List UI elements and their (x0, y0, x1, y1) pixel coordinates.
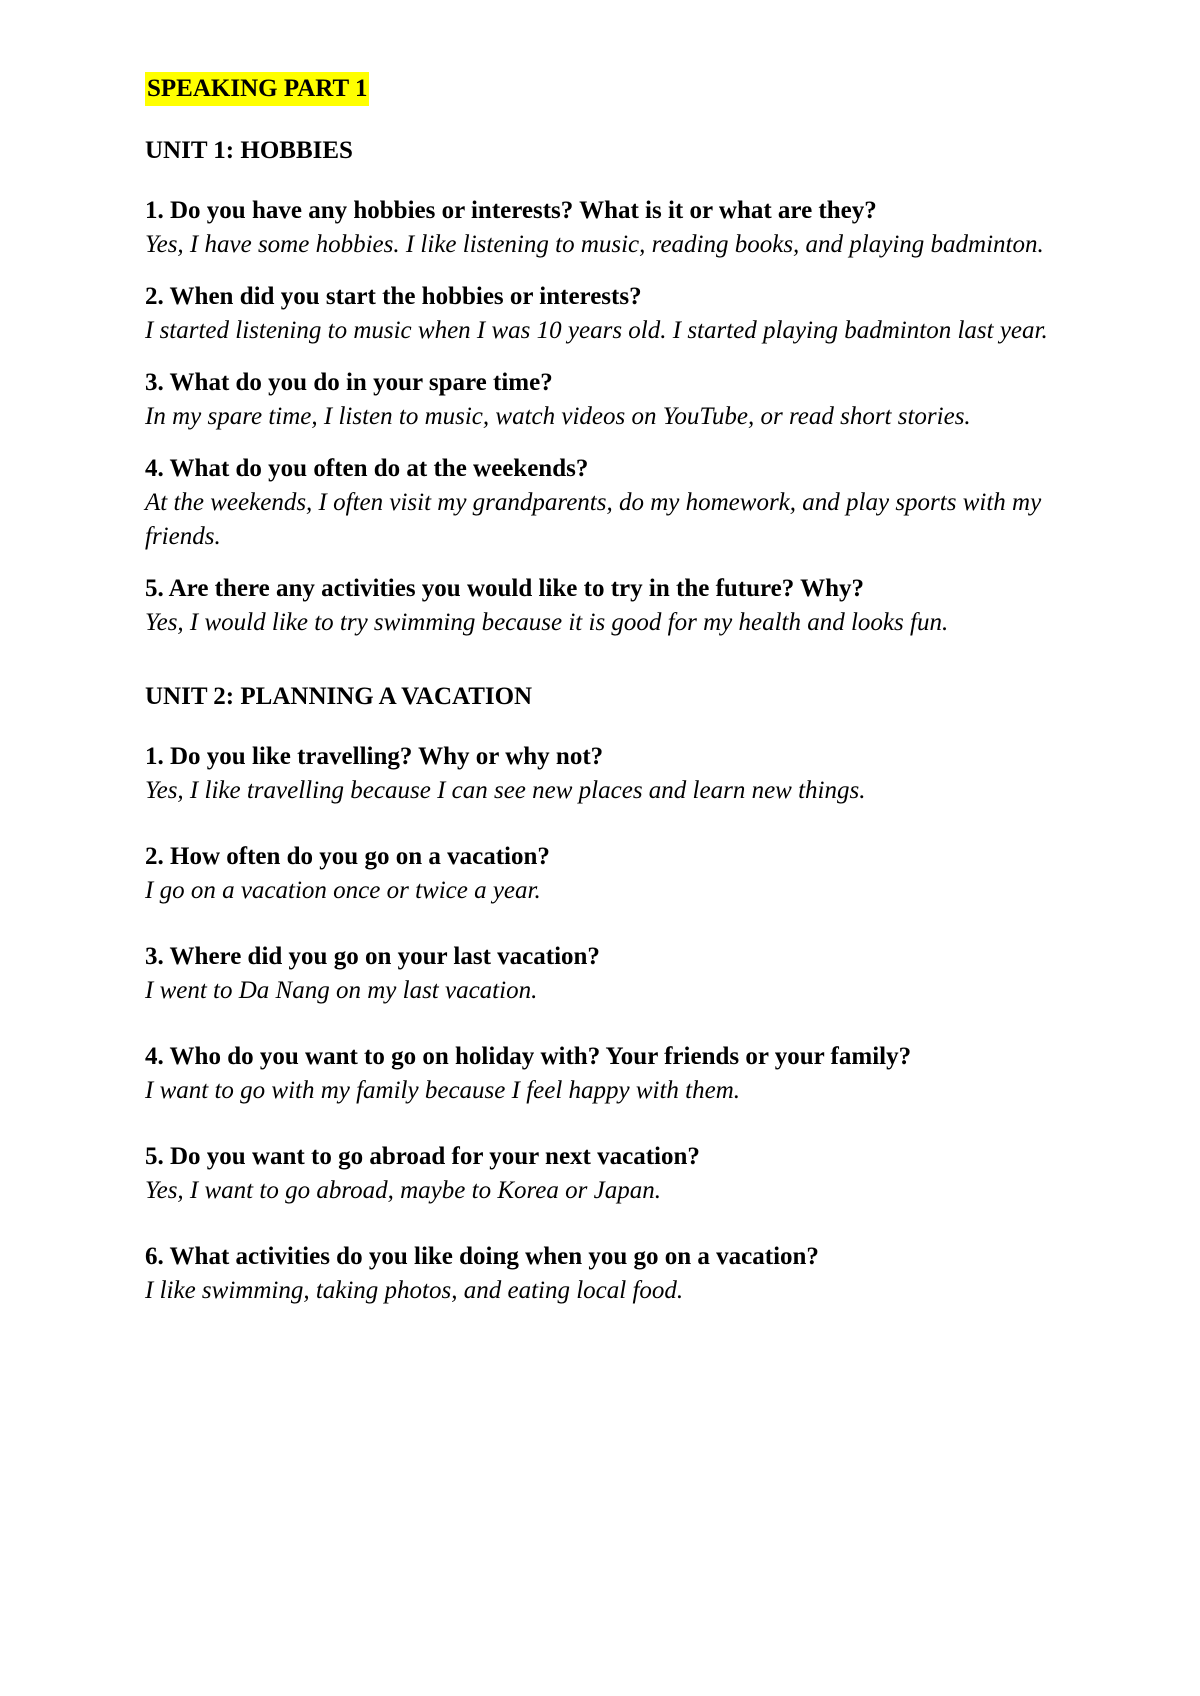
qa-item (145, 572, 1075, 640)
answer: I want to go with my family because I feel happy with them. (145, 1077, 741, 1104)
question: 5. Do you want to go abroad for your next vacation? (145, 1143, 700, 1170)
unit-title: UNIT 2: PLANNING A VACATION (145, 683, 533, 710)
qa-item (145, 194, 1075, 262)
document-title: SPEAKING PART 1 (145, 72, 369, 106)
qa-item (145, 840, 1075, 908)
answer: Yes, I like travelling because I can see new places and learn new things. (145, 777, 866, 804)
answer: Yes, I would like to try swimming because it is good for my health and looks fun. (145, 609, 949, 636)
answer: I like swimming, taking photos, and eating local food. (145, 1277, 684, 1304)
qa-item (145, 940, 1075, 1008)
question: 2. How often do you go on a vacation? (145, 843, 550, 870)
answer: Yes, I have some hobbies. I like listening to music, reading books, and playing badminton. (145, 231, 1044, 258)
unit-hobbies (145, 134, 1075, 640)
question: 1. Do you have any hobbies or interests? What is it or what are they? (145, 197, 877, 224)
qa-item (145, 1240, 1075, 1308)
question: 3. Where did you go on your last vacation? (145, 943, 600, 970)
answer: I went to Da Nang on my last vacation. (145, 977, 538, 1004)
answer: I go on a vacation once or twice a year. (145, 877, 541, 904)
qa-item (145, 1040, 1075, 1108)
qa-item (145, 740, 1075, 808)
question: 6. What activities do you like doing when you go on a vacation? (145, 1243, 819, 1270)
answer: I started listening to music when I was 10 years old. I started playing badminton last year. (145, 317, 1048, 344)
unit-planning-a-vacation (145, 680, 1075, 1308)
answer: At the weekends, I often visit my grandparents, do my homework, and play sports with my friends. (145, 489, 1042, 550)
question: 2. When did you start the hobbies or interests? (145, 283, 642, 310)
question: 1. Do you like travelling? Why or why not? (145, 743, 604, 770)
document-page (145, 72, 1075, 1340)
qa-item (145, 366, 1075, 434)
answer: In my spare time, I listen to music, watch videos on YouTube, or read short stories. (145, 403, 971, 430)
question: 4. Who do you want to go on holiday with? Your friends or your family? (145, 1043, 912, 1070)
qa-item (145, 1140, 1075, 1208)
qa-item (145, 452, 1075, 554)
qa-item (145, 280, 1075, 348)
question: 5. Are there any activities you would like to try in the future? Why? (145, 575, 864, 602)
unit-title: UNIT 1: HOBBIES (145, 137, 353, 164)
answer: Yes, I want to go abroad, maybe to Korea or Japan. (145, 1177, 661, 1204)
question: 4. What do you often do at the weekends? (145, 455, 589, 482)
question: 3. What do you do in your spare time? (145, 369, 553, 396)
